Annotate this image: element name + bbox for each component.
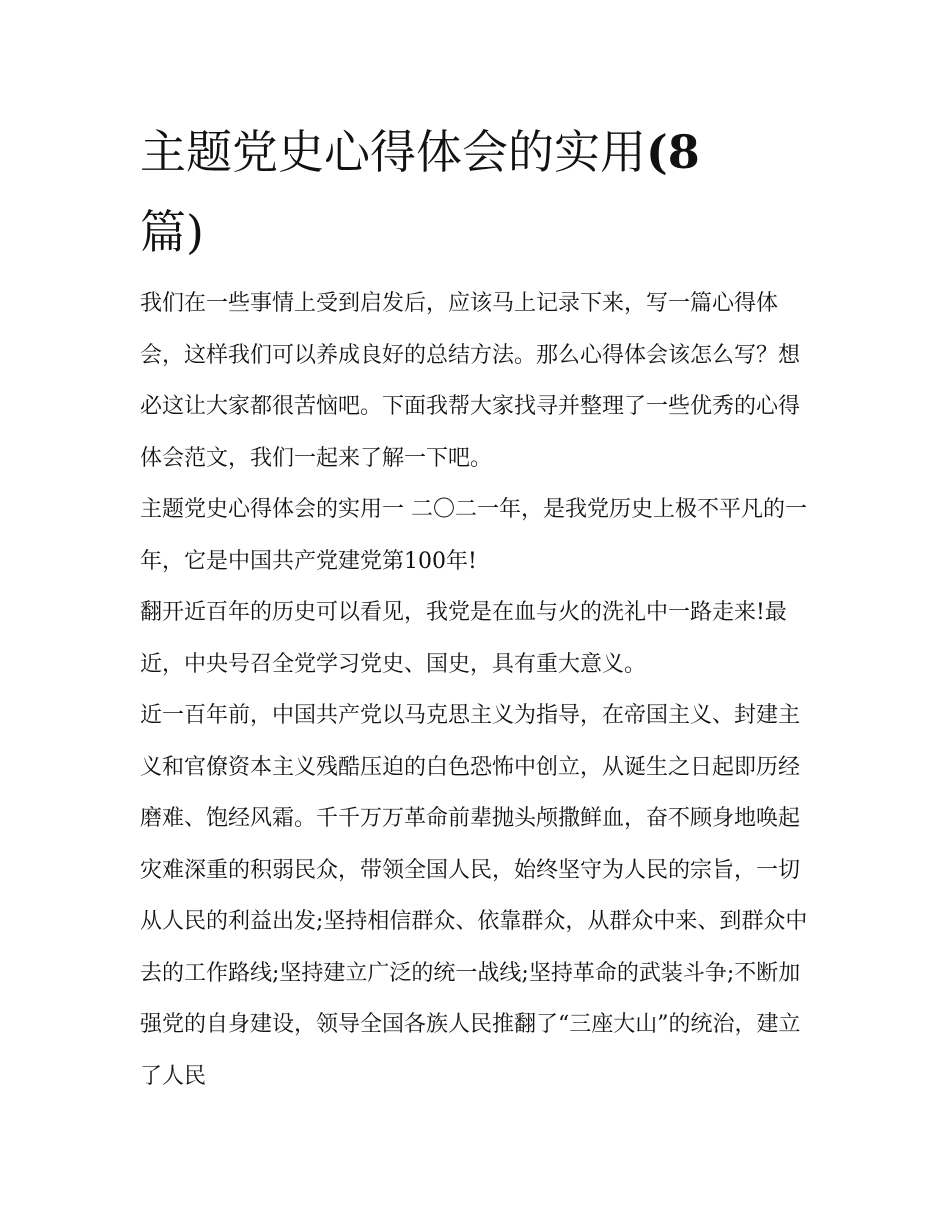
paragraph-section-one: 主题党史心得体会的实用一 二〇二一年，是我党历史上极不平凡的一年，它是中国共产党建党第100年! [140,497,807,574]
document-body [140,278,820,1102]
page-title [140,112,780,272]
paragraph-history: 翻开近百年的历史可以看见，我党是在血与火的洗礼中一路走来!最近，中央号召全党学习党史、国史，具有重大意义。 [140,600,787,677]
title-main: 主题党史心得体会的实用 [140,125,646,179]
title-paren: (8 [646,125,700,179]
paragraph-intro: 我们在一些事情上受到启发后，应该马上记录下来，写一篇心得体会，这样我们可以养成良好的总结方法。那么心得体会该怎么写？想必这让大家都很苦恼吧。下面我帮大家找寻并整理了一些优秀的心得体会范文，我们一起来了解一下吧。 [140,291,801,471]
title-line-2: 篇) [140,205,204,259]
paragraph-founding: 近一百年前，中国共产党以马克思主义为指导，在帝国主义、封建主义和官僚资本主义残酷压迫的白色恐怖中创立，从诞生之日起即历经磨难、饱经风霜。千千万万革命前辈抛头颅撒鲜血，奋不顾身地唤起灾难深重的积弱民众，带领全国人民，始终坚守为人民的宗旨，一切从人民的利益出发;坚持相信群众、依靠群众，从群众中来、到群众中去的工作路线;坚持建立广泛的统一战线;坚持革命的武装斗争;不断加强党的自身建设，领导全国各族人民推翻了“三座大山”的统治，建立了人民 [140,703,808,1089]
